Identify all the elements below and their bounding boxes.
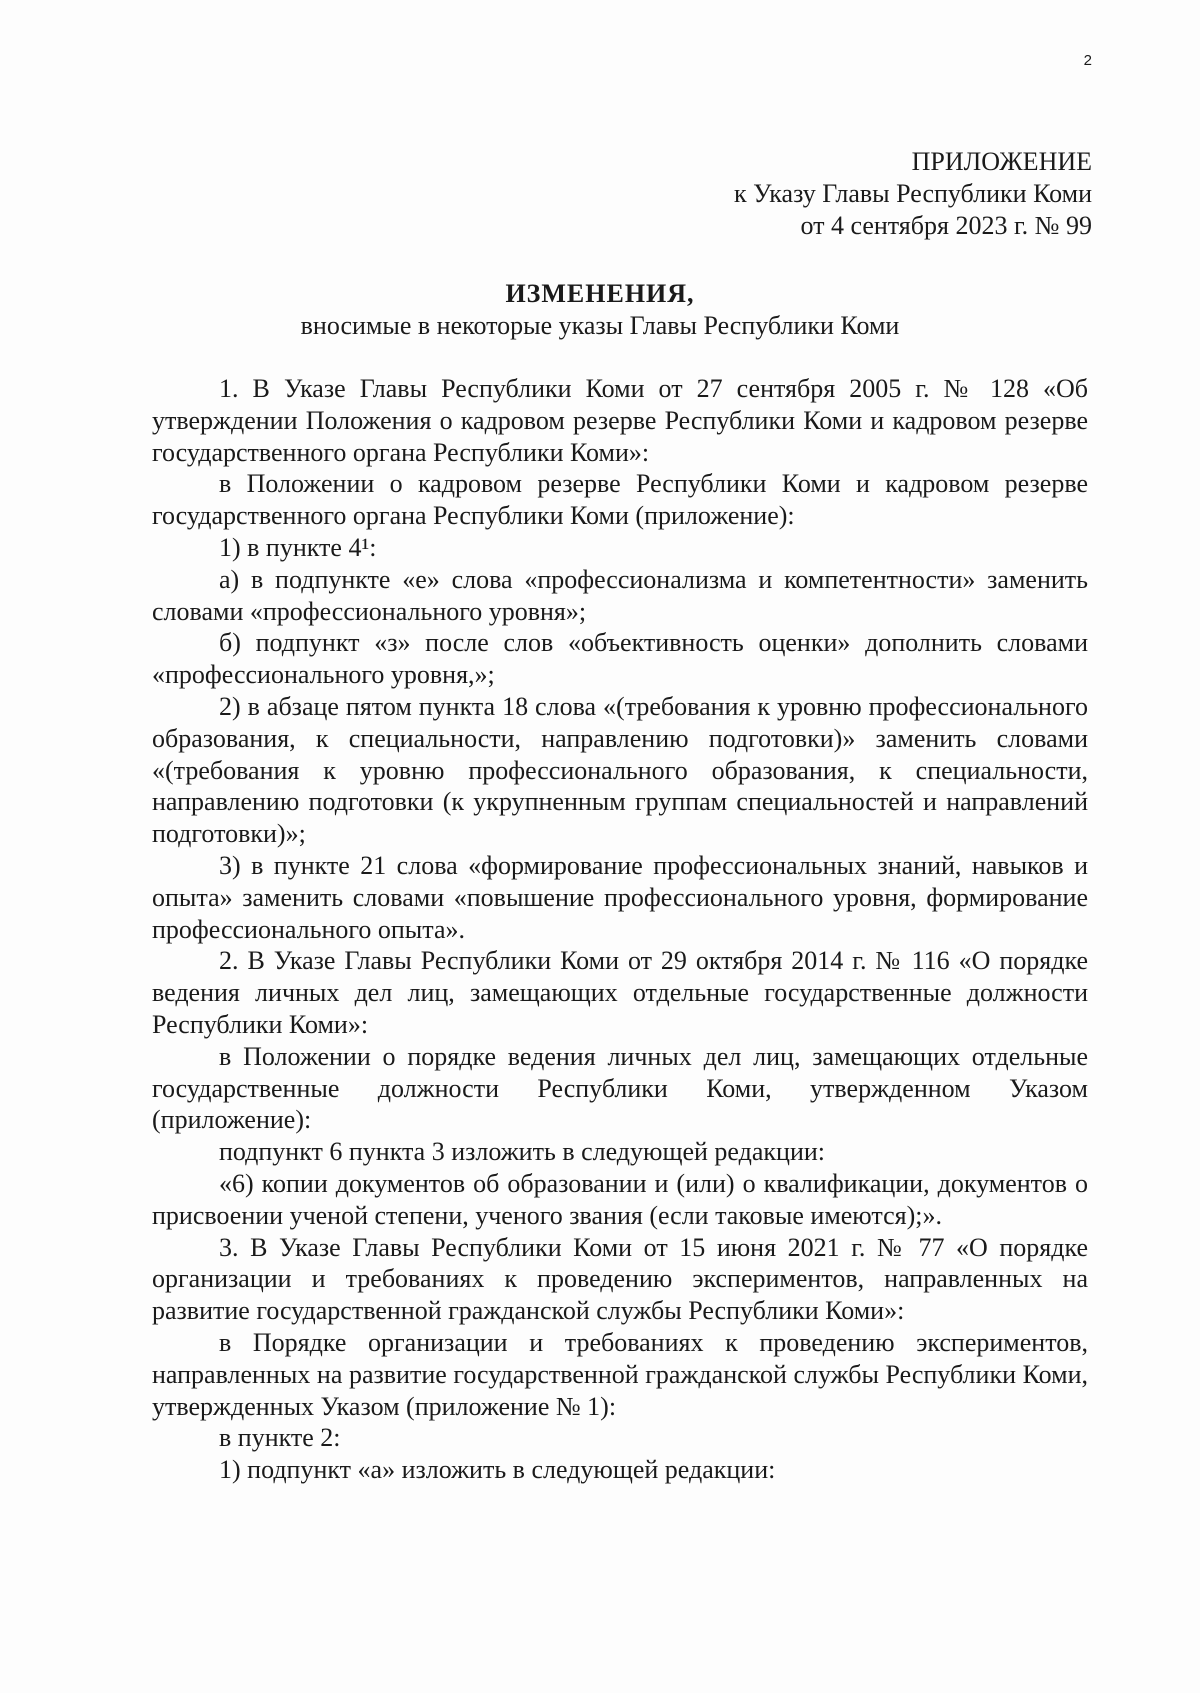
document-body [152,373,1088,1486]
appendix-date-line: от 4 сентября 2023 г. № 99 [800,211,1092,240]
paragraph: подпункт 6 пункта 3 изложить в следующей редакции: [219,1137,825,1167]
document-heading: ИЗМЕНЕНИЯ, [505,279,695,308]
paragraph: 2) в абзаце пятом пункта 18 слова «(требования к уровню профессионального образования, к специальности, направлению подготовки)» заменить словами «(требования к уровню профессионального образования, к специальности, направлению подготовки (к укрупненным группам специальностей и направлений подготовки)»; [152,691,1088,849]
paragraph: 3. В Указе Главы Республики Коми от 15 июня 2021 г. № 77 «О порядке организации и требованиях к проведению экспериментов, направленных на развитие государственной гражданской службы Республики Коми»: [152,1232,1088,1326]
page-number: 2 [1083,52,1092,69]
appendix-title: ПРИЛОЖЕНИЕ [911,147,1092,176]
paragraph: в Порядке организации и требованиях к проведению экспериментов, направленных на развитие государственной гражданской службы Республики Коми, утвержденных Указом (приложение № 1): [152,1327,1088,1421]
paragraph: 3) в пункте 21 слова «формирование профессиональных знаний, навыков и опыта» заменить словами «повышение профессионального уровня, формирование профессионального опыта». [152,850,1088,944]
appendix-block [734,146,1092,242]
paragraph: а) в подпункте «е» слова «профессионализма и компетентности» заменить словами «профессионального уровня»; [152,564,1088,626]
paragraph: в Положении о порядке ведения личных дел лиц, замещающих отдельные государственные должности Республики Коми, утвержденном Указом (приложение): [152,1041,1088,1135]
document-subheading: вносимые в некоторые указы Главы Республики Коми [300,311,900,340]
paragraph: 1. В Указе Главы Республики Коми от 27 сентября 2005 г. № 128 «Об утверждении Положения о кадровом резерве Республики Коми и кадровом резерве государственного органа Республики Коми»: [152,374,1088,467]
paragraph: в пункте 2: [219,1423,341,1453]
paragraph: в Положении о кадровом резерве Республики Коми и кадровом резерве государственного органа Республики Коми (приложение): [152,469,1088,531]
paragraph: 1) подпункт «а» изложить в следующей редакции: [219,1455,776,1485]
appendix-reference-line: к Указу Главы Республики Коми [734,179,1092,208]
paragraph: 1) в пункте 4¹: [219,532,377,562]
paragraph: «6) копии документов об образовании и (или) о квалификации, документов о присвоении ученой степени, ученого звания (если таковые имеются);». [152,1168,1088,1230]
paragraph: 2. В Указе Главы Республики Коми от 29 октября 2014 г. № 116 «О порядке ведения личных дел лиц, замещающих отдельные государственные должности Республики Коми»: [152,946,1088,1039]
paragraph: б) подпункт «з» после слов «объективность оценки» дополнить словами «профессионального уровня,»; [152,628,1088,690]
